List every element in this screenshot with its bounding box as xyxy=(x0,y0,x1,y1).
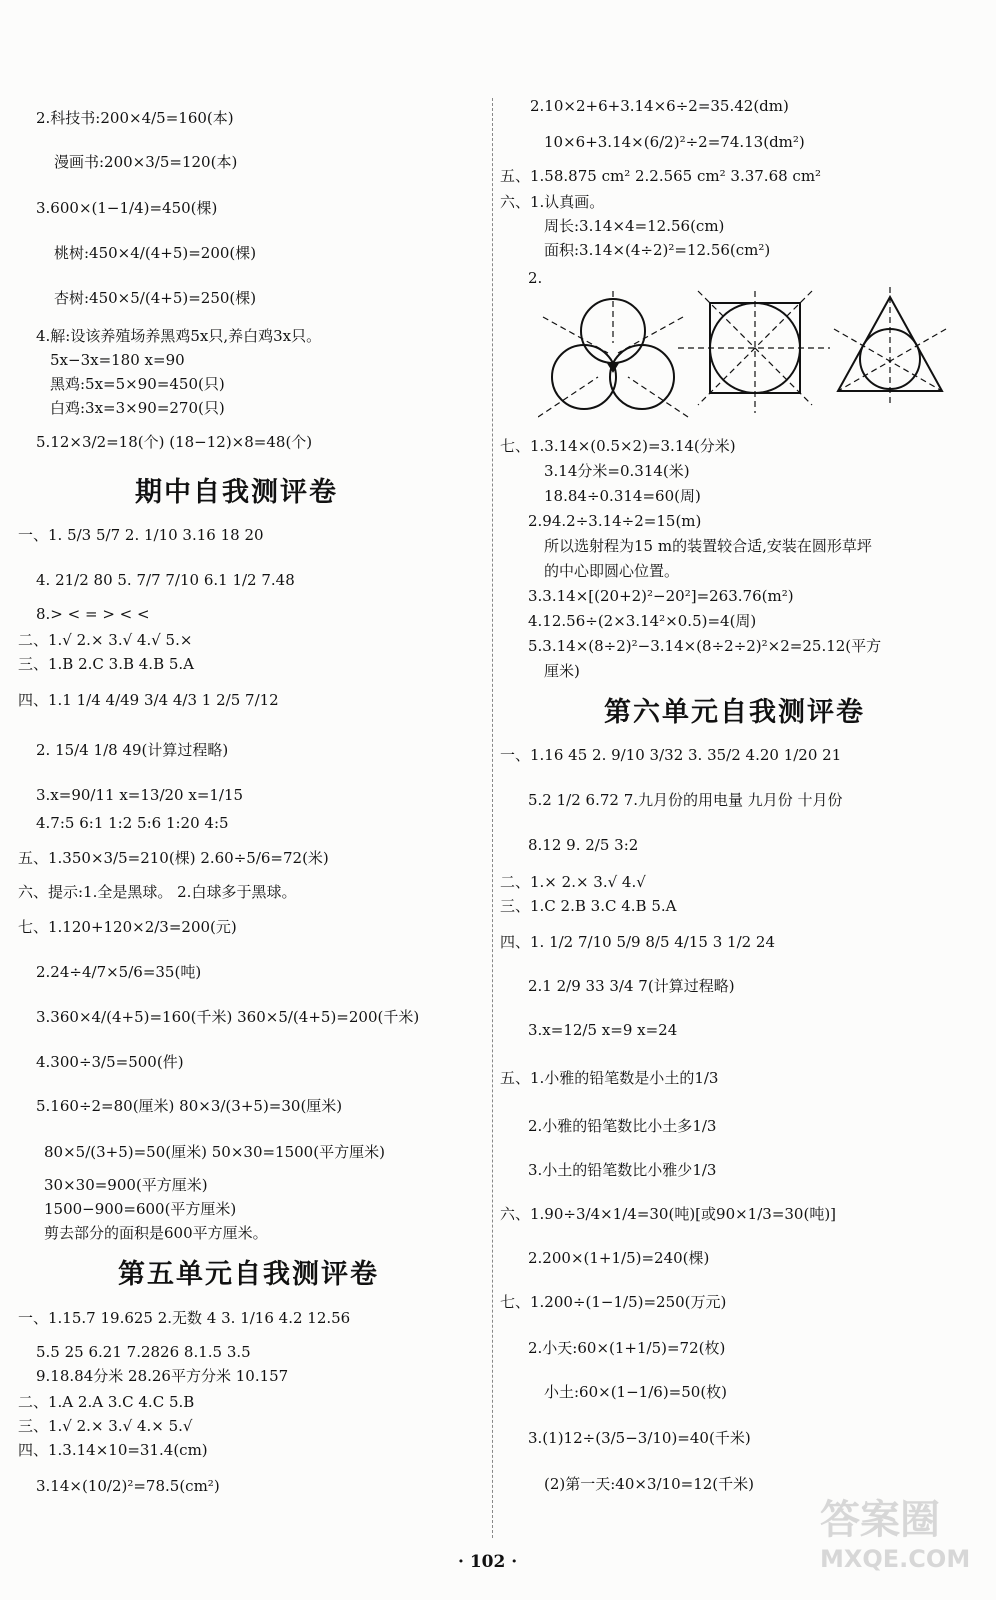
answer-line: 5.3.14×(8÷2)²−3.14×(8÷2÷2)²×2=25.12(平方 xyxy=(528,637,882,655)
answer-line: 一、1.15.7 19.625 2.无数 4 3. 1/16 4.2 12.56 xyxy=(18,1309,351,1327)
answer-line: 2.1 2/9 33 3/4 7(计算过程略) xyxy=(528,977,735,995)
answer-line: 2. 15/4 1/8 49(计算过程略) xyxy=(36,741,229,759)
answer-line: 六、1.认真画。 xyxy=(500,193,605,211)
midterm-test-heading: 期中自我测评卷 xyxy=(135,477,338,508)
answer-line: 四、1.3.14×10=31.4(cm) xyxy=(18,1441,208,1459)
answer-line: 二、1.A 2.A 3.C 4.C 5.B xyxy=(18,1393,195,1411)
answer-line: 2.94.2÷3.14÷2=15(m) xyxy=(528,512,702,530)
answer-line: 4. 21/2 80 5. 7/7 7/10 6.1 1/2 7.48 xyxy=(36,571,295,589)
answer-line: 七、1.120+120×2/3=200(元) xyxy=(18,918,237,936)
answer-line: 2. xyxy=(528,269,543,287)
answer-line: 5x−3x=180 x=90 xyxy=(50,351,185,369)
answer-line: 5.12×3/2=18(个) (18−12)×8=48(个) xyxy=(36,433,313,451)
answer-line: 1500−900=600(平方厘米) xyxy=(44,1200,237,1218)
circle-symmetry-figure xyxy=(538,287,948,427)
answer-line: 2.200×(1+1/5)=240(棵) xyxy=(528,1249,710,1267)
answer-line: 2.10×2+6+3.14×6÷2=35.42(dm) xyxy=(530,97,789,115)
answer-line: 3.x=12/5 x=9 x=24 xyxy=(528,1021,678,1039)
answer-line: 四、1.1 1/4 4/49 3/4 4/3 1 2/5 7/12 xyxy=(18,691,279,709)
answer-line: 2.小雅的铅笔数比小土多1/3 xyxy=(528,1117,717,1135)
answer-line: 六、1.90÷3/4×1/4=30(吨)[或90×1/3=30(吨)] xyxy=(500,1205,837,1223)
answer-line: 三、1.C 2.B 3.C 4.B 5.A xyxy=(500,897,677,915)
answer-line: 四、1. 1/2 7/10 5/9 8/5 4/15 3 1/2 24 xyxy=(500,933,776,951)
answer-line: 3.(1)12÷(3/5−3/10)=40(千米) xyxy=(528,1429,751,1447)
square-axes xyxy=(678,291,830,413)
answer-line: 周长:3.14×4=12.56(cm) xyxy=(544,217,725,235)
answer-line: 2.科技书:200×4/5=160(本) xyxy=(36,109,234,127)
answer-line: 剪去部分的面积是600平方厘米。 xyxy=(44,1224,268,1242)
answer-line: 五、1.小雅的铅笔数是小土的1/3 xyxy=(500,1069,719,1087)
answer-line: 所以选射程为15 m的装置较合适,安装在圆形草坪 xyxy=(544,537,872,555)
answer-line: 的中心即圆心位置。 xyxy=(544,562,680,580)
answer-line: 3.小土的铅笔数比小雅少1/3 xyxy=(528,1161,717,1179)
answer-line: 小土:60×(1−1/6)=50(枚) xyxy=(544,1383,728,1401)
answer-line: 5.5 25 6.21 7.2826 8.1.5 3.5 xyxy=(36,1343,251,1361)
answer-line: 4.解:设该养殖场养黑鸡5x只,养白鸡3x只。 xyxy=(36,327,322,345)
unit6-test-heading: 第六单元自我测评卷 xyxy=(604,697,865,728)
answer-line: 9.18.84分米 28.26平方分米 10.157 xyxy=(36,1367,289,1385)
answer-line: 一、1.16 45 2. 9/10 3/32 3. 35/2 4.20 1/20 21 xyxy=(500,746,842,764)
answer-line: 30×30=900(平方厘米) xyxy=(44,1176,208,1194)
answer-line: 5.2 1/2 6.72 7.九月份的用电量 九月份 十月份 xyxy=(528,791,843,809)
answer-line: 厘米) xyxy=(544,662,580,680)
answer-line: 3.14分米=0.314(米) xyxy=(544,462,690,480)
answer-line: 2.24÷4/7×5/6=35(吨) xyxy=(36,963,202,981)
column-divider xyxy=(492,98,493,1538)
answer-line: (2)第一天:40×3/10=12(千米) xyxy=(544,1475,755,1493)
answer-line: 4.300÷3/5=500(件) xyxy=(36,1053,184,1071)
unit5-test-heading: 第五单元自我测评卷 xyxy=(118,1259,379,1290)
answer-line: 二、1.√ 2.× 3.√ 4.√ 5.× xyxy=(18,631,193,649)
answer-line: 七、1.200÷(1−1/5)=250(万元) xyxy=(500,1293,727,1311)
answer-line: 3.3.14×[(20+2)²−20²]=263.76(m²) xyxy=(528,587,794,605)
watermark-en: MXQE.COM xyxy=(820,1545,971,1573)
page-number: · 102 · xyxy=(458,1552,518,1572)
answer-line: 8.> < = > < < xyxy=(36,605,150,623)
site-watermark xyxy=(820,1496,980,1596)
answer-line: 3.600×(1−1/4)=450(棵) xyxy=(36,199,218,217)
answer-line: 桃树:450×4/(4+5)=200(棵) xyxy=(54,244,257,262)
answer-line: 18.84÷0.314=60(周) xyxy=(544,487,701,505)
answer-line: 2.小天:60×(1+1/5)=72(枚) xyxy=(528,1339,726,1357)
answer-line: 三、1.√ 2.× 3.√ 4.× 5.√ xyxy=(18,1417,193,1435)
answer-line: 3.14×(10/2)²=78.5(cm²) xyxy=(36,1477,220,1495)
answer-line: 8.12 9. 2/5 3:2 xyxy=(528,836,639,854)
answer-line: 二、1.× 2.× 3.√ 4.√ xyxy=(500,873,646,891)
answer-line: 黑鸡:5x=5×90=450(只) xyxy=(50,375,225,393)
answer-line: 4.7:5 6:1 1:2 5:6 1:20 4:5 xyxy=(36,814,229,832)
answer-line: 六、提示:1.全是黑球。 2.白球多于黑球。 xyxy=(18,883,297,901)
answer-line: 杏树:450×5/(4+5)=250(棵) xyxy=(54,289,257,307)
answer-line: 漫画书:200×3/5=120(本) xyxy=(54,153,238,171)
answer-line: 三、1.B 2.C 3.B 4.B 5.A xyxy=(18,655,195,673)
answer-line: 3.360×4/(4+5)=160(千米) 360×5/(4+5)=200(千米) xyxy=(36,1008,420,1026)
answer-line: 一、1. 5/3 5/7 2. 1/10 3.16 18 20 xyxy=(18,526,264,544)
triangle-axes xyxy=(834,287,946,405)
answer-line: 5.160÷2=80(厘米) 80×3/(3+5)=30(厘米) xyxy=(36,1097,343,1115)
answer-line: 面积:3.14×(4÷2)²=12.56(cm²) xyxy=(544,241,771,259)
answer-line: 3.x=90/11 x=13/20 x=1/15 xyxy=(36,786,244,804)
answer-line: 白鸡:3x=3×90=270(只) xyxy=(50,399,225,417)
answer-line: 五、1.350×3/5=210(棵) 2.60÷5/6=72(米) xyxy=(18,849,329,867)
answer-line: 4.12.56÷(2×3.14²×0.5)=4(周) xyxy=(528,612,757,630)
answer-line: 七、1.3.14×(0.5×2)=3.14(分米) xyxy=(500,437,736,455)
answer-line: 10×6+3.14×(6/2)²÷2=74.13(dm²) xyxy=(544,133,805,151)
watermark-cn: 答案圈 xyxy=(820,1497,940,1543)
answer-line: 五、1.58.875 cm² 2.2.565 cm² 3.37.68 cm² xyxy=(500,167,822,185)
answer-line: 80×5/(3+5)=50(厘米) 50×30=1500(平方厘米) xyxy=(44,1143,385,1161)
